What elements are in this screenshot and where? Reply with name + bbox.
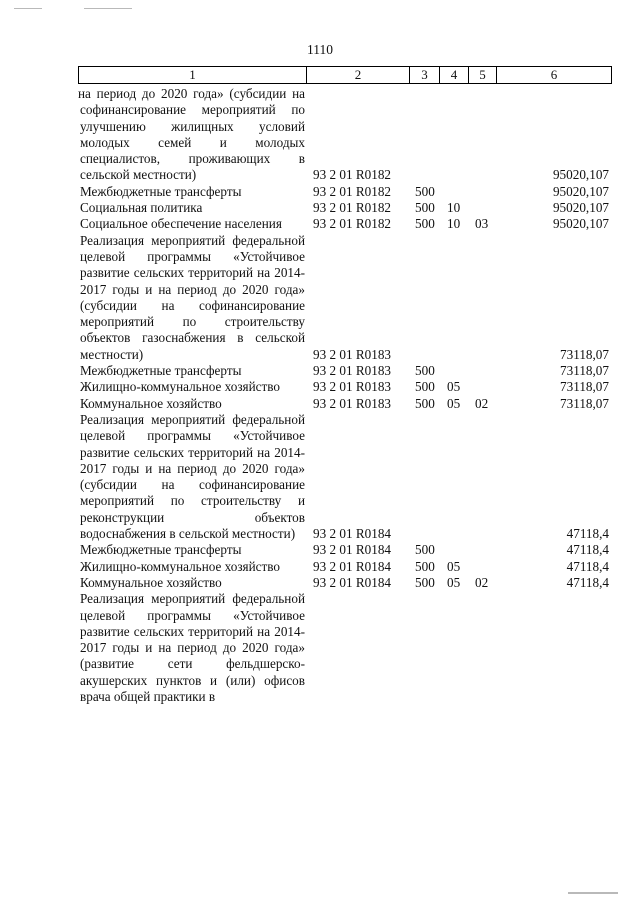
row-col4: 10 (447, 216, 461, 232)
row-description: Социальное обеспечение населения (80, 216, 282, 232)
row-col3: 500 (415, 395, 435, 411)
row-amount: 73118,07 (560, 395, 609, 411)
row-description: Межбюджетные трансферты (80, 183, 242, 199)
header-col-6: 6 (496, 66, 612, 84)
header-col-5: 5 (468, 66, 497, 84)
table-row (0, 86, 640, 184)
scan-artifact-top (84, 8, 132, 9)
row-col5: 02 (475, 395, 489, 411)
row-code: 93 2 01 R0183 (313, 363, 392, 379)
table-row (0, 379, 640, 395)
row-amount: 73118,07 (560, 346, 609, 362)
table-row (0, 591, 640, 705)
header-col-1: 1 (78, 66, 307, 84)
row-description: Реализация мероприятий федеральной целевой программы «Устойчивое развитие сельских территорий на 2014-2017 годы и на период до 2020 года» (субсидии на софинансирование мероприятий по строительству и реконструкции объектов водоснабжения в сельской местности) (80, 411, 305, 542)
row-description: Коммунальное хозяйство (80, 395, 222, 411)
row-description: на период до 2020 года» (субсидии на софинансирование мероприятий по улучшению жилищных условий молодых семей и молодых специалистов, проживающих в сельской местности) (78, 86, 305, 183)
row-amount: 95020,107 (552, 216, 609, 232)
table-row (0, 396, 640, 412)
scan-artifact-top (14, 8, 42, 9)
row-amount: 47118,4 (566, 558, 609, 574)
budget-table-body (0, 86, 640, 705)
row-code: 93 2 01 R0184 (313, 542, 392, 558)
table-row (0, 200, 640, 216)
row-amount: 73118,07 (560, 379, 609, 395)
table-row (0, 412, 640, 542)
row-amount: 73118,07 (560, 363, 609, 379)
table-row (0, 233, 640, 363)
row-description: Жилищно-коммунальное хозяйство (80, 379, 281, 395)
row-col4: 05 (447, 395, 461, 411)
row-description: Межбюджетные трансферты (80, 542, 242, 558)
row-code: 93 2 01 R0182 (313, 167, 392, 183)
row-code: 93 2 01 R0184 (313, 558, 392, 574)
row-amount: 95020,107 (552, 167, 609, 183)
row-code: 93 2 01 R0184 (313, 574, 392, 590)
row-amount: 95020,107 (552, 200, 609, 216)
row-code: 93 2 01 R0182 (313, 216, 392, 232)
row-col4: 05 (447, 379, 461, 395)
row-col3: 500 (415, 183, 435, 199)
row-description: Социальная политика (80, 200, 203, 216)
row-col4: 05 (447, 558, 461, 574)
header-col-2: 2 (306, 66, 410, 84)
table-row (0, 575, 640, 591)
row-amount: 47118,4 (566, 526, 609, 542)
row-col3: 500 (415, 574, 435, 590)
row-col4: 05 (447, 574, 461, 590)
row-code: 93 2 01 R0182 (313, 200, 392, 216)
row-code: 93 2 01 R0183 (313, 346, 392, 362)
row-col5: 02 (475, 574, 489, 590)
row-description: Коммунальное хозяйство (80, 574, 222, 590)
row-col5: 03 (475, 216, 489, 232)
header-col-3: 3 (409, 66, 440, 84)
row-col3: 500 (415, 379, 435, 395)
row-col3: 500 (415, 363, 435, 379)
row-code: 93 2 01 R0183 (313, 379, 392, 395)
row-col3: 500 (415, 558, 435, 574)
table-row (0, 559, 640, 575)
table-row (0, 542, 640, 558)
row-code: 93 2 01 R0183 (313, 395, 392, 411)
table-row (0, 216, 640, 232)
table-row (0, 184, 640, 200)
row-col3: 500 (415, 216, 435, 232)
row-code: 93 2 01 R0182 (313, 183, 392, 199)
row-col3: 500 (415, 542, 435, 558)
row-col3: 500 (415, 200, 435, 216)
row-description: Реализация мероприятий федеральной целевой программы «Устойчивое развитие сельских территорий на 2014-2017 годы и на период до 2020 года» (субсидии на софинансирование мероприятий по строительству объектов газоснабжения в сельской местности) (80, 232, 305, 362)
row-description: Жилищно-коммунальное хозяйство (80, 558, 281, 574)
row-description: Реализация мероприятий федеральной целевой программы «Устойчивое развитие сельских территорий на 2014-2017 годы и на период до 2020 года» (развитие сети фельдшерско-акушерских пунктов и (или) офисов врача общей практики в (80, 591, 305, 704)
row-amount: 95020,107 (552, 183, 609, 199)
row-amount: 47118,4 (566, 574, 609, 590)
scan-artifact-bottom (568, 892, 618, 894)
header-col-4: 4 (439, 66, 469, 84)
row-amount: 47118,4 (566, 542, 609, 558)
page-number: 1110 (307, 42, 333, 57)
row-code: 93 2 01 R0184 (313, 526, 392, 542)
table-row (0, 363, 640, 379)
row-description: Межбюджетные трансферты (80, 363, 242, 379)
row-col4: 10 (447, 200, 461, 216)
